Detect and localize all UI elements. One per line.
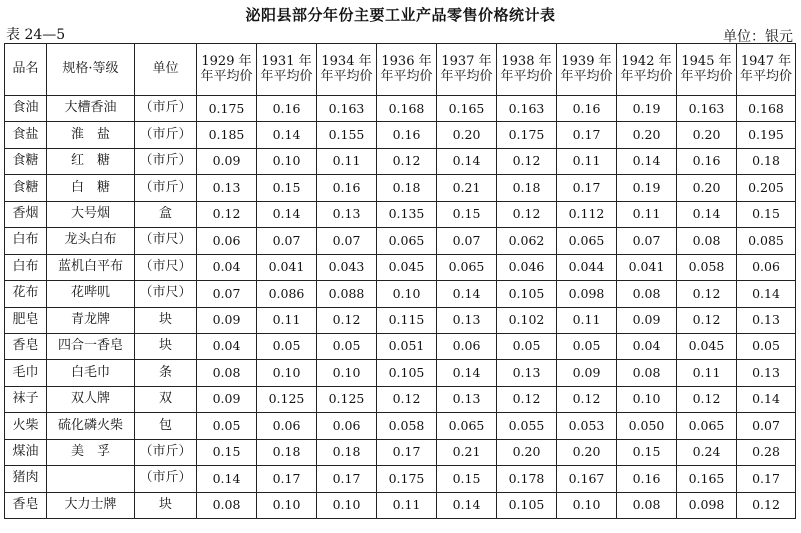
header-year-1 <box>257 44 317 96</box>
header-year-3 <box>377 44 437 96</box>
spec-cell: 白 糖 <box>47 175 135 201</box>
price-cell: 0.10 <box>617 386 677 412</box>
price-cell: 0.07 <box>437 228 497 254</box>
price-cell: 0.06 <box>257 413 317 439</box>
header-year-label: 1931 年 <box>261 53 312 69</box>
price-cell: 0.163 <box>677 96 737 122</box>
price-cell: 0.10 <box>317 492 377 518</box>
product-name-cell: 毛巾 <box>5 360 47 386</box>
price-cell: 0.086 <box>257 281 317 307</box>
price-cell: 0.105 <box>377 360 437 386</box>
price-cell: 0.13 <box>197 175 257 201</box>
table-number: 表 24—5 <box>6 27 66 43</box>
header-year-label: 1939 年 <box>561 53 612 69</box>
price-cell: 0.185 <box>197 122 257 148</box>
price-cell: 0.18 <box>377 175 437 201</box>
price-cell: 0.12 <box>677 307 737 333</box>
unit-cell: 块 <box>135 492 197 518</box>
spec-cell: 大号烟 <box>47 201 135 227</box>
price-cell: 0.12 <box>197 201 257 227</box>
spec-cell: 花哔叽 <box>47 281 135 307</box>
price-cell: 0.175 <box>197 96 257 122</box>
price-cell: 0.05 <box>197 413 257 439</box>
price-cell: 0.168 <box>377 96 437 122</box>
price-cell: 0.045 <box>377 254 437 280</box>
price-cell: 0.07 <box>257 228 317 254</box>
price-cell: 0.17 <box>257 466 317 492</box>
table-body <box>5 96 796 519</box>
spec-cell: 大力士牌 <box>47 492 135 518</box>
price-cell: 0.17 <box>557 175 617 201</box>
product-name-cell: 食盐 <box>5 122 47 148</box>
price-cell: 0.15 <box>737 201 796 227</box>
price-cell: 0.13 <box>737 307 796 333</box>
price-cell: 0.05 <box>557 333 617 359</box>
table-title: 泌阳县部分年份主要工业产品零售价格统计表 <box>245 6 556 24</box>
price-cell: 0.20 <box>677 122 737 148</box>
header-row <box>5 44 796 96</box>
product-name-cell: 香皂 <box>5 333 47 359</box>
price-cell: 0.115 <box>377 307 437 333</box>
price-cell: 0.12 <box>377 148 437 174</box>
price-cell: 0.041 <box>257 254 317 280</box>
price-cell: 0.062 <box>497 228 557 254</box>
product-name-cell: 煤油 <box>5 439 47 465</box>
unit-cell: 双 <box>135 386 197 412</box>
price-cell: 0.06 <box>737 254 796 280</box>
price-cell: 0.14 <box>197 466 257 492</box>
header-year-5 <box>497 44 557 96</box>
table-row <box>5 228 796 254</box>
price-cell: 0.051 <box>377 333 437 359</box>
price-cell: 0.14 <box>437 492 497 518</box>
price-cell: 0.16 <box>617 466 677 492</box>
price-cell: 0.112 <box>557 201 617 227</box>
price-cell: 0.08 <box>617 360 677 386</box>
price-cell: 0.050 <box>617 413 677 439</box>
price-cell: 0.05 <box>737 333 796 359</box>
spec-cell: 蓝机白平布 <box>47 254 135 280</box>
table-row <box>5 122 796 148</box>
price-cell: 0.14 <box>677 201 737 227</box>
price-cell: 0.14 <box>257 201 317 227</box>
spec-cell: 红 糖 <box>47 148 135 174</box>
price-cell: 0.21 <box>437 439 497 465</box>
table-row <box>5 439 796 465</box>
price-cell: 0.21 <box>437 175 497 201</box>
header-spec: 规格·等级 <box>47 44 135 96</box>
spec-cell: 硫化磷火柴 <box>47 413 135 439</box>
price-cell: 0.12 <box>497 148 557 174</box>
header-avg-label: 年平均价 <box>440 68 493 84</box>
header-avg-label: 年平均价 <box>200 68 253 84</box>
header-year-label: 1938 年 <box>501 53 552 69</box>
price-cell: 0.11 <box>557 307 617 333</box>
price-cell: 0.10 <box>257 360 317 386</box>
price-cell: 0.04 <box>617 333 677 359</box>
price-cell: 0.15 <box>257 175 317 201</box>
price-cell: 0.12 <box>497 386 557 412</box>
product-name-cell: 火柴 <box>5 413 47 439</box>
header-year-8 <box>677 44 737 96</box>
spec-cell: 龙头白布 <box>47 228 135 254</box>
price-cell: 0.09 <box>617 307 677 333</box>
unit-cell: 块 <box>135 307 197 333</box>
price-cell: 0.20 <box>617 122 677 148</box>
price-cell: 0.20 <box>557 439 617 465</box>
price-cell: 0.175 <box>377 466 437 492</box>
price-cell: 0.07 <box>617 228 677 254</box>
price-cell: 0.12 <box>677 281 737 307</box>
price-cell: 0.11 <box>617 201 677 227</box>
price-cell: 0.14 <box>437 148 497 174</box>
unit-cell: 盒 <box>135 201 197 227</box>
price-cell: 0.20 <box>437 122 497 148</box>
price-cell: 0.17 <box>317 466 377 492</box>
price-cell: 0.165 <box>437 96 497 122</box>
price-table <box>4 43 796 519</box>
price-cell: 0.10 <box>257 492 317 518</box>
unit-cell: 条 <box>135 360 197 386</box>
price-cell: 0.12 <box>377 386 437 412</box>
price-cell: 0.16 <box>257 96 317 122</box>
table-row <box>5 360 796 386</box>
price-cell: 0.12 <box>737 492 796 518</box>
table-row <box>5 175 796 201</box>
price-cell: 0.125 <box>257 386 317 412</box>
header-year-label: 1937 年 <box>441 53 492 69</box>
price-cell: 0.14 <box>437 360 497 386</box>
price-cell: 0.041 <box>617 254 677 280</box>
unit-cell: （市斤） <box>135 175 197 201</box>
product-name-cell: 香皂 <box>5 492 47 518</box>
price-cell: 0.065 <box>437 254 497 280</box>
price-cell: 0.16 <box>677 148 737 174</box>
table-row <box>5 148 796 174</box>
price-cell: 0.18 <box>317 439 377 465</box>
table-row <box>5 466 796 492</box>
price-cell: 0.14 <box>257 122 317 148</box>
price-cell: 0.12 <box>557 386 617 412</box>
price-cell: 0.17 <box>557 122 617 148</box>
product-name-cell: 食油 <box>5 96 47 122</box>
price-cell: 0.08 <box>617 281 677 307</box>
header-avg-label: 年平均价 <box>320 68 373 84</box>
unit-cell: （市斤） <box>135 148 197 174</box>
spec-cell <box>47 466 135 492</box>
header-avg-label: 年平均价 <box>739 68 792 84</box>
unit-cell: 包 <box>135 413 197 439</box>
price-cell: 0.06 <box>437 333 497 359</box>
price-cell: 0.10 <box>377 281 437 307</box>
spec-cell: 白毛巾 <box>47 360 135 386</box>
price-cell: 0.13 <box>437 307 497 333</box>
price-cell: 0.11 <box>317 148 377 174</box>
price-cell: 0.18 <box>737 148 796 174</box>
header-year-label: 1945 年 <box>681 53 732 69</box>
product-name-cell: 香烟 <box>5 201 47 227</box>
header-avg-label: 年平均价 <box>680 68 733 84</box>
header-avg-label: 年平均价 <box>560 68 613 84</box>
price-cell: 0.08 <box>197 492 257 518</box>
price-cell: 0.20 <box>497 439 557 465</box>
price-cell: 0.168 <box>737 96 796 122</box>
spec-cell: 大槽香油 <box>47 96 135 122</box>
unit-cell: （市尺） <box>135 228 197 254</box>
price-cell: 0.16 <box>377 122 437 148</box>
header-name: 品名 <box>5 44 47 96</box>
spec-cell: 美 孚 <box>47 439 135 465</box>
price-cell: 0.18 <box>257 439 317 465</box>
spec-cell: 青龙牌 <box>47 307 135 333</box>
price-cell: 0.19 <box>617 96 677 122</box>
price-cell: 0.16 <box>317 175 377 201</box>
price-cell: 0.175 <box>497 122 557 148</box>
header-year-2 <box>317 44 377 96</box>
price-cell: 0.15 <box>617 439 677 465</box>
table-row <box>5 333 796 359</box>
price-cell: 0.088 <box>317 281 377 307</box>
table-row <box>5 281 796 307</box>
price-cell: 0.12 <box>677 386 737 412</box>
price-cell: 0.15 <box>437 466 497 492</box>
price-cell: 0.046 <box>497 254 557 280</box>
price-cell: 0.05 <box>257 333 317 359</box>
header-avg-label: 年平均价 <box>500 68 553 84</box>
price-cell: 0.053 <box>557 413 617 439</box>
price-cell: 0.13 <box>437 386 497 412</box>
header-year-4 <box>437 44 497 96</box>
price-cell: 0.12 <box>497 201 557 227</box>
price-cell: 0.065 <box>377 228 437 254</box>
unit-cell: （市斤） <box>135 96 197 122</box>
header-year-label: 1929 年 <box>201 53 252 69</box>
price-cell: 0.19 <box>617 175 677 201</box>
table-row <box>5 492 796 518</box>
price-cell: 0.07 <box>197 281 257 307</box>
product-name-cell: 白布 <box>5 254 47 280</box>
price-cell: 0.065 <box>557 228 617 254</box>
price-cell: 0.05 <box>317 333 377 359</box>
price-cell: 0.08 <box>197 360 257 386</box>
header-year-label: 1936 年 <box>381 53 432 69</box>
product-name-cell: 花布 <box>5 281 47 307</box>
header-year-label: 1947 年 <box>740 53 792 69</box>
price-cell: 0.10 <box>317 360 377 386</box>
price-cell: 0.065 <box>437 413 497 439</box>
price-cell: 0.08 <box>677 228 737 254</box>
price-cell: 0.13 <box>737 360 796 386</box>
unit-cell: （市尺） <box>135 281 197 307</box>
product-name-cell: 猪肉 <box>5 466 47 492</box>
header-year-6 <box>557 44 617 96</box>
price-cell: 0.09 <box>197 386 257 412</box>
table-row <box>5 96 796 122</box>
price-cell: 0.205 <box>737 175 796 201</box>
price-cell: 0.058 <box>677 254 737 280</box>
price-cell: 0.08 <box>617 492 677 518</box>
header-avg-label: 年平均价 <box>620 68 673 84</box>
price-cell: 0.11 <box>257 307 317 333</box>
price-cell: 0.165 <box>677 466 737 492</box>
price-cell: 0.10 <box>257 148 317 174</box>
price-cell: 0.098 <box>677 492 737 518</box>
price-cell: 0.09 <box>557 360 617 386</box>
spec-cell: 四合一香皂 <box>47 333 135 359</box>
header-year-9 <box>737 44 796 96</box>
price-cell: 0.135 <box>377 201 437 227</box>
product-name-cell: 肥皂 <box>5 307 47 333</box>
price-cell: 0.17 <box>737 466 796 492</box>
price-cell: 0.13 <box>317 201 377 227</box>
price-cell: 0.102 <box>497 307 557 333</box>
unit-cell: （市斤） <box>135 122 197 148</box>
price-cell: 0.055 <box>497 413 557 439</box>
price-cell: 0.14 <box>737 281 796 307</box>
price-cell: 0.195 <box>737 122 796 148</box>
header-avg-label: 年平均价 <box>380 68 433 84</box>
unit-cell: 块 <box>135 333 197 359</box>
price-cell: 0.14 <box>437 281 497 307</box>
price-cell: 0.09 <box>197 307 257 333</box>
table-row <box>5 413 796 439</box>
price-cell: 0.163 <box>497 96 557 122</box>
price-cell: 0.105 <box>497 492 557 518</box>
header-year-label: 1942 年 <box>621 53 672 69</box>
price-cell: 0.20 <box>677 175 737 201</box>
unit-cell: （市斤） <box>135 439 197 465</box>
price-cell: 0.28 <box>737 439 796 465</box>
price-cell: 0.07 <box>317 228 377 254</box>
header-avg-label: 年平均价 <box>260 68 313 84</box>
price-cell: 0.04 <box>197 254 257 280</box>
price-cell: 0.085 <box>737 228 796 254</box>
unit-cell: （市斤） <box>135 466 197 492</box>
price-cell: 0.11 <box>677 360 737 386</box>
price-cell: 0.14 <box>617 148 677 174</box>
price-cell: 0.155 <box>317 122 377 148</box>
price-cell: 0.043 <box>317 254 377 280</box>
table-row <box>5 307 796 333</box>
spec-cell: 双人牌 <box>47 386 135 412</box>
spec-cell: 淮 盐 <box>47 122 135 148</box>
price-cell: 0.15 <box>197 439 257 465</box>
price-cell: 0.15 <box>437 201 497 227</box>
table-row <box>5 386 796 412</box>
price-cell: 0.18 <box>497 175 557 201</box>
price-cell: 0.167 <box>557 466 617 492</box>
price-cell: 0.10 <box>557 492 617 518</box>
unit-label: 单位：银元 <box>723 29 793 45</box>
product-name-cell: 白布 <box>5 228 47 254</box>
price-cell: 0.163 <box>317 96 377 122</box>
price-cell: 0.11 <box>377 492 437 518</box>
price-cell: 0.04 <box>197 333 257 359</box>
header-year-0 <box>197 44 257 96</box>
header-unit: 单位 <box>135 44 197 96</box>
price-cell: 0.06 <box>197 228 257 254</box>
price-cell: 0.13 <box>497 360 557 386</box>
price-cell: 0.11 <box>557 148 617 174</box>
price-cell: 0.105 <box>497 281 557 307</box>
price-cell: 0.065 <box>677 413 737 439</box>
price-cell: 0.058 <box>377 413 437 439</box>
price-cell: 0.06 <box>317 413 377 439</box>
product-name-cell: 食糖 <box>5 175 47 201</box>
price-cell: 0.044 <box>557 254 617 280</box>
unit-cell: （市尺） <box>135 254 197 280</box>
price-cell: 0.125 <box>317 386 377 412</box>
price-cell: 0.16 <box>557 96 617 122</box>
product-name-cell: 袜子 <box>5 386 47 412</box>
price-cell: 0.17 <box>377 439 437 465</box>
header-year-7 <box>617 44 677 96</box>
price-cell: 0.178 <box>497 466 557 492</box>
table-row <box>5 254 796 280</box>
price-cell: 0.045 <box>677 333 737 359</box>
table-row <box>5 201 796 227</box>
product-name-cell: 食糖 <box>5 148 47 174</box>
price-cell: 0.12 <box>317 307 377 333</box>
price-cell: 0.07 <box>737 413 796 439</box>
price-cell: 0.14 <box>737 386 796 412</box>
price-cell: 0.098 <box>557 281 617 307</box>
header-year-label: 1934 年 <box>321 53 372 69</box>
price-cell: 0.09 <box>197 148 257 174</box>
price-cell: 0.05 <box>497 333 557 359</box>
price-cell: 0.24 <box>677 439 737 465</box>
